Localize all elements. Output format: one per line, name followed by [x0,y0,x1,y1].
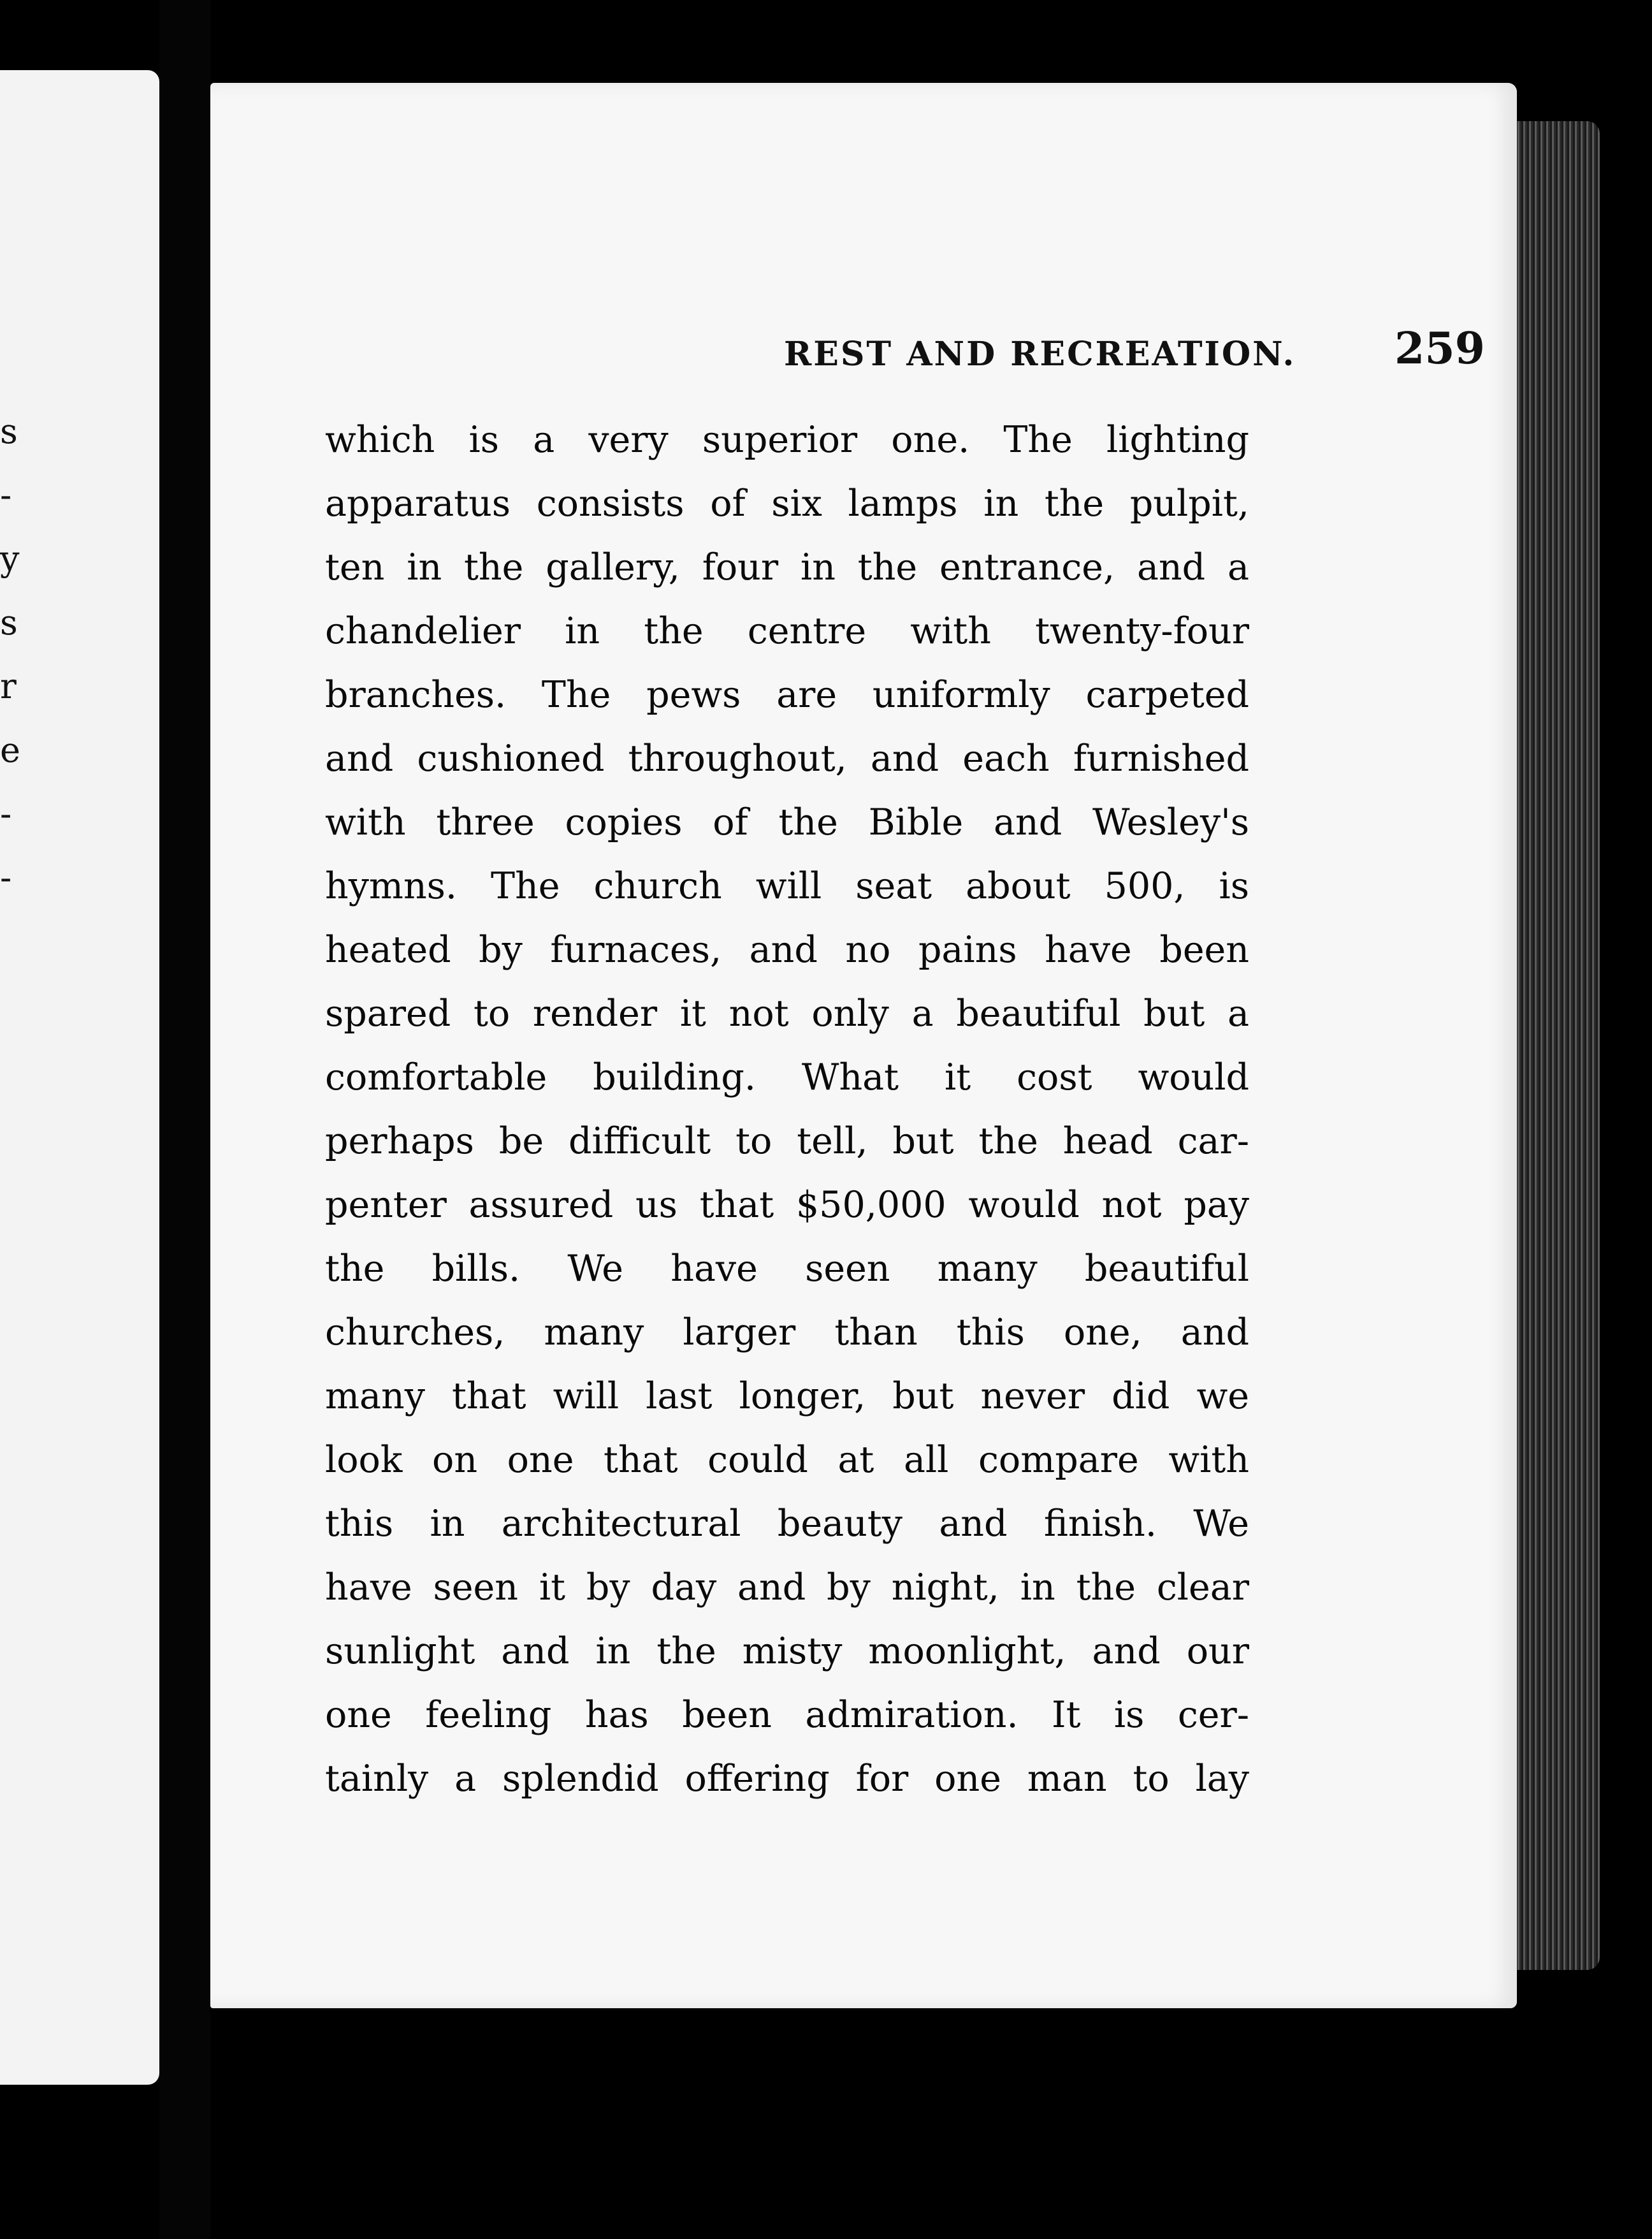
text-line: one feeling has been admiration. It is cer- [325,1694,1249,1736]
page-number: 259 [1395,323,1485,374]
left-page-fragment: r [0,666,17,706]
page-fore-edge [1504,121,1600,1970]
text-line: many that will last longer, but never did we [325,1375,1249,1417]
text-line: which is a very superior one. The lighting [325,419,1249,461]
text-line: hymns. The church will seat about 500, is [325,865,1249,907]
text-line: have seen it by day and by night, in the clear [325,1566,1249,1608]
text-line: apparatus consists of six lamps in the pulpit, [325,483,1249,525]
text-line: ten in the gallery, four in the entrance, and a [325,546,1249,588]
text-line: comfortable building. What it cost would [325,1056,1249,1098]
text-line: with three copies of the Bible and Wesley's [325,801,1249,843]
text-line: look on one that could at all compare with [325,1439,1249,1481]
left-page-text-fragments [0,70,38,2085]
left-page-fragment: - [0,794,12,834]
left-page-fragment: - [0,475,12,515]
left-page-fragment: e [0,730,20,770]
text-line: sunlight and in the misty moonlight, and our [325,1630,1249,1672]
text-line: chandelier in the centre with twenty-four [325,610,1249,652]
left-page-fragment: s [0,411,18,451]
text-line: perhaps be difficult to tell, but the head car- [325,1120,1249,1162]
text-line: spared to render it not only a beautiful but a [325,993,1249,1035]
text-line: tainly a splendid offering for one man to lay [325,1758,1249,1800]
text-line: the bills. We have seen many beautiful [325,1248,1249,1290]
text-line: churches, many larger than this one, and [325,1311,1249,1353]
left-facing-page [0,70,159,2085]
text-line: this in architectural beauty and finish. We [325,1503,1249,1545]
text-line: and cushioned throughout, and each furnished [325,738,1249,780]
text-line: heated by furnaces, and no pains have been [325,929,1249,971]
running-title: REST AND RECREATION. [784,335,1296,374]
left-page-fragment: y [0,539,20,579]
left-page-fragment: - [0,857,12,898]
book-page [210,83,1517,2008]
text-line: penter assured us that $50,000 would not pay [325,1184,1249,1226]
left-page-fragment: s [0,602,18,643]
text-line: branches. The pews are uniformly carpeted [325,674,1249,716]
running-head [446,316,1485,373]
book-gutter [159,0,210,2239]
